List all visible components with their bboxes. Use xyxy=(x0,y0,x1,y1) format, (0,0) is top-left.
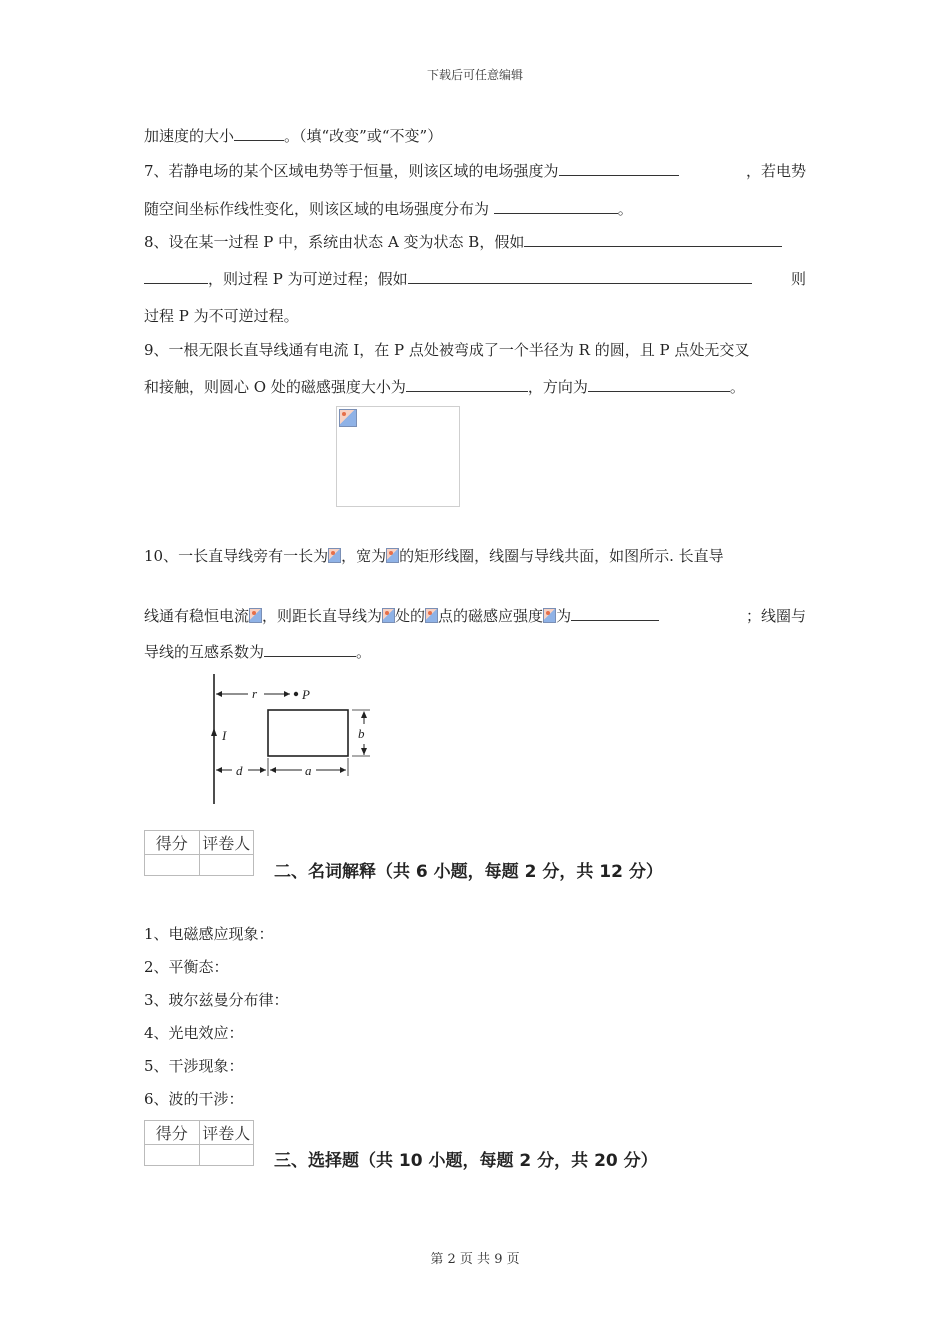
image-placeholder-icon xyxy=(543,608,556,623)
grader-cell[interactable] xyxy=(199,855,254,876)
grader-cell[interactable] xyxy=(199,1145,254,1166)
answer-blank[interactable] xyxy=(406,377,528,392)
label-d: d xyxy=(236,763,243,778)
section-3-title: 三、选择题（共 10 小题，每题 2 分，共 20 分） xyxy=(274,1151,658,1171)
term-item: 4、光电效应： xyxy=(144,1024,244,1042)
page-header: 下载后可任意编辑 xyxy=(426,68,523,82)
answer-blank[interactable] xyxy=(571,606,659,621)
section-2-title: 二、名词解释（共 6 小题，每题 2 分，共 12 分） xyxy=(274,862,663,882)
score-label: 得分 xyxy=(145,1121,200,1145)
image-placeholder-icon xyxy=(339,409,357,427)
current-arrow xyxy=(211,728,217,736)
wire-loop-diagram xyxy=(200,668,380,808)
question-9-line-2: 和接触，则圆心 O 处的磁感强度大小为 ，方向为 。 xyxy=(144,378,745,396)
page-footer: 第 2 页 共 9 页 xyxy=(430,1252,520,1267)
term-item: 6、波的干涉： xyxy=(144,1090,244,1108)
label-r: r xyxy=(252,686,258,701)
term-item: 3、玻尔兹曼分布律： xyxy=(144,991,289,1009)
term-item: 2、平衡态： xyxy=(144,958,229,976)
point-P xyxy=(294,692,298,696)
question-6-tail: 加速度的大小 。（填“改变”或“不变”） xyxy=(144,127,443,145)
term-item: 5、干涉现象： xyxy=(144,1057,244,1075)
score-table xyxy=(144,1120,254,1166)
question-7-line-2: 随空间坐标作线性变化，则该区域的电场强度分布为 。 xyxy=(144,200,633,218)
answer-blank[interactable] xyxy=(588,377,730,392)
question-7-line-1: 7、若静电场的某个区域电势等于恒量，则该区域的电场强度为 ，若电势 xyxy=(144,162,806,180)
label-a: a xyxy=(305,763,312,778)
image-placeholder-icon xyxy=(386,548,399,563)
score-cell[interactable] xyxy=(145,1145,200,1166)
grader-label: 评卷人 xyxy=(199,1121,254,1145)
image-placeholder-icon xyxy=(249,608,262,623)
answer-blank[interactable] xyxy=(559,161,679,176)
image-placeholder-icon xyxy=(328,548,341,563)
image-placeholder-icon xyxy=(425,608,438,623)
answer-blank[interactable] xyxy=(144,269,208,284)
broken-image-frame xyxy=(336,406,460,507)
image-placeholder-icon xyxy=(382,608,395,623)
question-8-line-3: 过程 P 为不可逆过程。 xyxy=(144,307,299,325)
answer-blank[interactable] xyxy=(264,642,356,657)
score-label: 得分 xyxy=(145,831,200,855)
question-8-line-1: 8、设在某一过程 P 中，系统由状态 A 变为状态 B，假如 xyxy=(144,232,782,252)
term-item: 1、电磁感应现象： xyxy=(144,925,274,943)
label-I: I xyxy=(222,728,227,743)
answer-blank[interactable] xyxy=(234,126,284,141)
grader-label: 评卷人 xyxy=(199,831,254,855)
question-9-line-1: 9、一根无限长直导线通有电流 I，在 P 点处被弯成了一个半径为 R 的圆，且 P 点处无交叉 xyxy=(144,341,750,359)
label-P: P xyxy=(302,687,310,702)
score-cell[interactable] xyxy=(145,855,200,876)
score-table xyxy=(144,830,254,876)
question-10-line-2: 线通有稳恒电流 ，则距长直导线为 处的 点的磁感应强度 为 ；线圈与 xyxy=(144,607,806,625)
question-10-line-3: 导线的互感系数为 。 xyxy=(144,643,372,661)
answer-blank[interactable] xyxy=(494,199,618,214)
answer-blank[interactable] xyxy=(408,269,752,284)
question-8-line-2: ，则过程 P 为可逆过程；假如 则 xyxy=(144,269,806,289)
answer-blank[interactable] xyxy=(524,232,782,247)
rectangular-loop xyxy=(268,710,348,756)
question-10-line-1: 10、一长直导线旁有一长为 ，宽为 的矩形线圈，线圈与导线共面，如图所示. 长直导 xyxy=(144,547,724,565)
label-b: b xyxy=(358,726,365,741)
